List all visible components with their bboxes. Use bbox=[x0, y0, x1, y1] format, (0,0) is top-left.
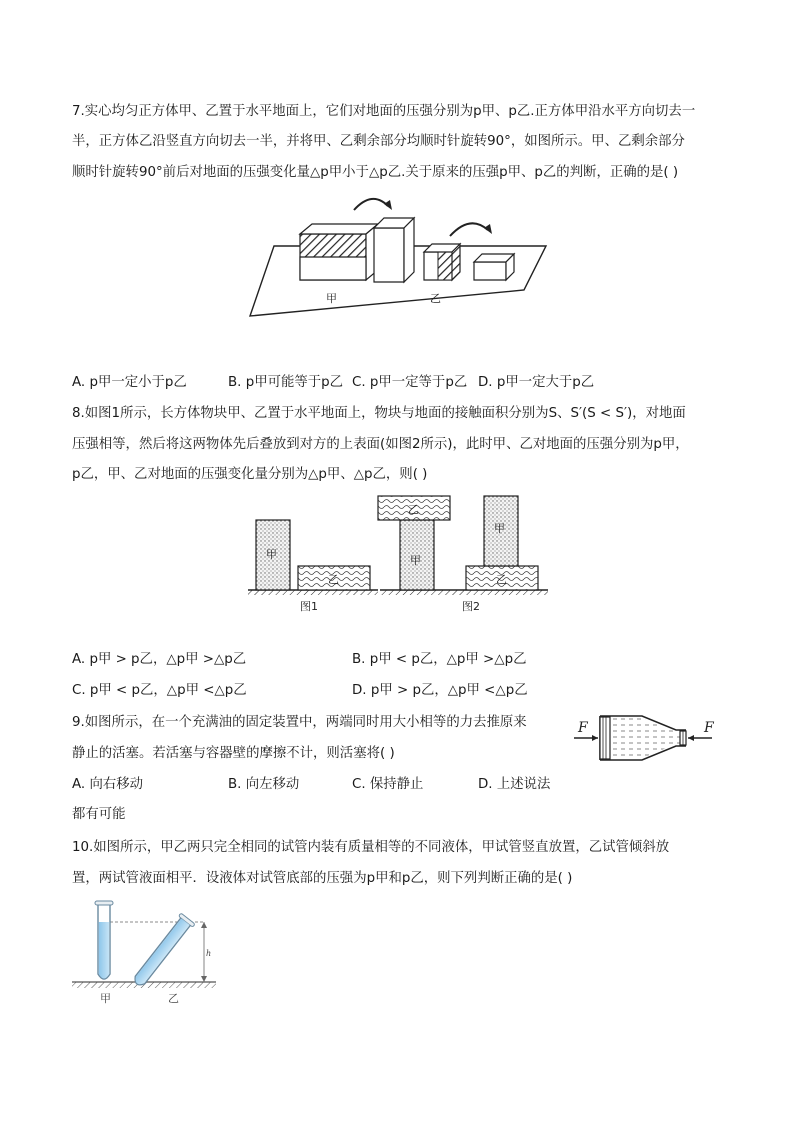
fig1-caption: 图1 bbox=[300, 600, 318, 613]
q7-line-2: 半，正方体乙沿竖直方向切去一半，并将甲、乙剩余部分均顺时针旋转90°，如图所示。甲、乙剩余部分 bbox=[72, 134, 685, 149]
q9-option-a[interactable]: A. 向右移动 bbox=[72, 777, 143, 792]
force-left-label: F bbox=[578, 720, 588, 736]
q10-figure bbox=[70, 896, 220, 1008]
svg-text:甲: 甲 bbox=[410, 554, 421, 567]
q8-option-a[interactable]: A. p甲 > p乙，△p甲 >△p乙 bbox=[72, 652, 247, 667]
q8-option-d[interactable]: D. p甲 > p乙，△p甲 <△p乙 bbox=[352, 683, 528, 698]
q10-label-yi: 乙 bbox=[168, 992, 179, 1005]
q10-label-jia: 甲 bbox=[100, 992, 111, 1005]
yi-rotated-block bbox=[474, 262, 506, 280]
large-piston bbox=[600, 717, 610, 759]
tube-jia-liquid bbox=[99, 922, 109, 979]
q7-label-jia: 甲 bbox=[326, 292, 337, 305]
q8-line-3: p乙，甲、乙对地面的压强变化量分别为△p甲、△p乙，则( ) bbox=[72, 467, 428, 482]
q8-option-b[interactable]: B. p甲 < p乙，△p甲 >△p乙 bbox=[352, 652, 527, 667]
q9-option-d[interactable]: D. 上述说法 bbox=[478, 777, 551, 792]
q7-option-b[interactable]: B. p甲可能等于p乙 bbox=[228, 375, 344, 390]
tube-yi-liquid bbox=[133, 918, 190, 986]
q9-option-c[interactable]: C. 保持静止 bbox=[352, 777, 424, 792]
q8-option-c[interactable]: C. p甲 < p乙，△p甲 <△p乙 bbox=[72, 683, 247, 698]
q9-option-b[interactable]: B. 向左移动 bbox=[228, 777, 300, 792]
svg-text:乙: 乙 bbox=[496, 573, 507, 586]
q9-line-1: 9.如图所示，在一个充满油的固定装置中，两端同时用大小相等的力去推原来 bbox=[72, 715, 527, 730]
svg-text:甲: 甲 bbox=[266, 548, 277, 561]
q7-option-d[interactable]: D. p甲一定大于p乙 bbox=[478, 375, 595, 390]
q9-figure bbox=[572, 710, 724, 766]
q8-figure bbox=[244, 492, 552, 616]
q8-line-1: 8.如图1所示，长方体物块甲、乙置于水平地面上，物块与地面的接触面积分别为S、S′(S < S′)，对地面 bbox=[72, 406, 686, 421]
q7-option-a[interactable]: A. p甲一定小于p乙 bbox=[72, 375, 187, 390]
height-label: h bbox=[206, 949, 212, 958]
svg-text:乙: 乙 bbox=[328, 573, 339, 586]
svg-text:甲: 甲 bbox=[494, 522, 505, 535]
q7-line-1: 7.实心均匀正方体甲、乙置于水平地面上，它们对地面的压强分别为p甲、p乙.正方体甲沿水平方向切去一 bbox=[72, 104, 696, 119]
q9-line-2: 静止的活塞。若活塞与容器壁的摩擦不计，则活塞将( ) bbox=[72, 746, 395, 761]
fig2-caption: 图2 bbox=[462, 600, 480, 613]
q9-option-d-tail: 都有可能 bbox=[72, 807, 126, 822]
force-right-label: F bbox=[704, 720, 714, 736]
q7-figure bbox=[244, 190, 550, 318]
svg-text:乙: 乙 bbox=[408, 503, 419, 516]
q10-line-1: 10.如图所示，甲乙两只完全相同的试管内装有质量相等的不同液体，甲试管竖直放置，乙试管倾斜放 bbox=[72, 840, 670, 855]
q7-option-c[interactable]: C. p甲一定等于p乙 bbox=[352, 375, 468, 390]
q10-line-2: 置，两试管液面相平．设液体对试管底部的压强为p甲和p乙，则下列判断正确的是( ) bbox=[72, 871, 573, 886]
q7-line-3: 顺时针旋转90°前后对地面的压强变化量△p甲小于△p乙.关于原来的压强p甲、p乙的判断，正确的是( ) bbox=[72, 165, 679, 180]
jia-rotated-block bbox=[374, 228, 404, 282]
q7-label-yi: 乙 bbox=[430, 292, 441, 305]
q8-line-2: 压强相等，然后将这两物体先后叠放到对方的上表面(如图2所示)，此时甲、乙对地面的压强分别为p甲， bbox=[72, 437, 689, 452]
oil-fill bbox=[608, 718, 680, 758]
